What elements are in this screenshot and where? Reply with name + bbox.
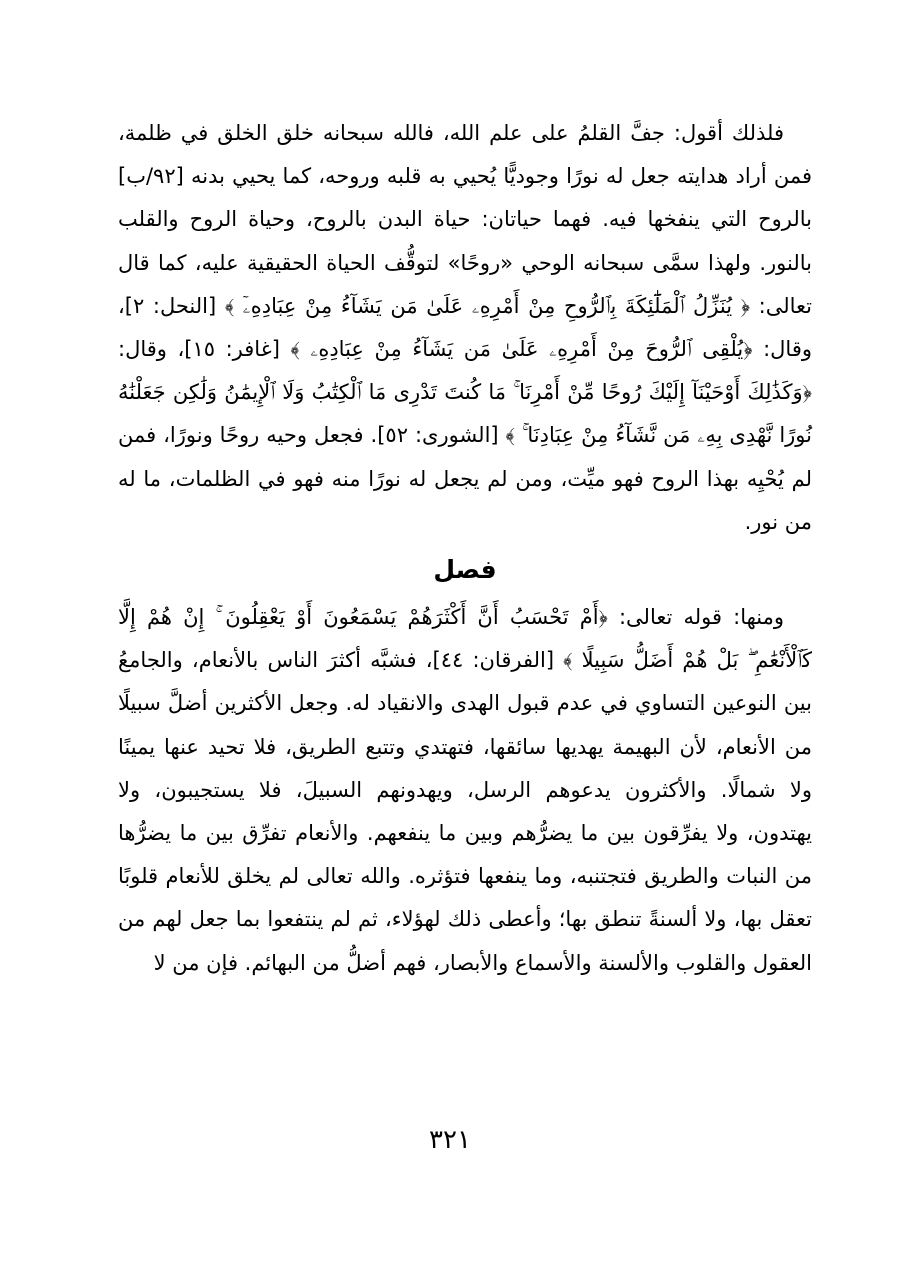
page-number: ٣٢١ bbox=[429, 1125, 471, 1155]
paragraph-spirit-and-light: فلذلك أقول: جفَّ القلمُ على علم الله، فالله سبحانه خلق الخلق في ظلمة، فمن أراد هدايته جعل له نورًا وجوديًّا يُحيي به قلبه وروحه، كما يحيي بدنه [٩٢/ب] بالروح التي ينفخها فيه. فهما حياتان: حياة البدن بالروح، وحياة الروح والقلب بالنور. ولهذا سمَّى سبحانه الوحي «روحًا» لتوقُّف الحياة الحقيقية عليه، كما قال تعالى: ﴿ يُنَزِّلُ ٱلْمَلَٰٓئِكَةَ بِٱلرُّوحِ مِنْ أَمْرِهِۦ عَلَىٰ مَن يَشَآءُ مِنْ عِبَادِهِۦٓ ﴾ [النحل: ٢]، وقال: ﴿يُلْقِى ٱلرُّوحَ مِنْ أَمْرِهِۦ عَلَىٰ مَن يَشَآءُ مِنْ عِبَادِهِۦ ﴾ [غافر: ١٥]، وقال: ﴿وَكَذَٰلِكَ أَوْحَيْنَآ إِلَيْكَ رُوحًا مِّنْ أَمْرِنَا ۚ مَا كُنتَ تَدْرِى مَا ٱلْكِتَٰبُ وَلَا ٱلْإِيمَٰنُ وَلَٰكِن جَعَلْنَٰهُ نُورًا نَّهْدِى بِهِۦ مَن نَّشَآءُ مِنْ عِبَادِنَا ۚ ﴾ [الشورى: ٥٢]. فجعل وحيه روحًا ونورًا، فمن لم يُحْيِه بهذا الروح فهو ميِّت، ومن لم يجعل له نورًا منه فهو في الظلمات، ما له من نور. bbox=[118, 121, 812, 534]
page-body bbox=[118, 112, 812, 985]
paragraph-cattle-comparison: ومنها: قوله تعالى: ﴿أَمْ تَحْسَبُ أَنَّ أَكْثَرَهُمْ يَسْمَعُونَ أَوْ يَعْقِلُونَ ۚ إِنْ هُمْ إِلَّا كَٱلْأَنْعَٰمِ ۖ بَلْ هُمْ أَضَلُّ سَبِيلًا ﴾ [الفرقان: ٤٤]، فشبَّه أكثرَ الناس بالأنعام، والجامعُ بين النوعين التساوي في عدم قبول الهدى والانقياد له. وجعل الأكثرين أضلَّ سبيلًا من الأنعام، لأن البهيمة يهديها سائقها، فتهتدي وتتبع الطريق، فلا تحيد عنها يمينًا ولا شمالًا. والأكثرون يدعوهم الرسل، ويهدونهم السبيلَ، فلا يستجيبون، ولا يهتدون، ولا يفرِّقون بين ما يضرُّهم وبين ما ينفعهم. والأنعام تفرِّق بين ما يضرُّها من النبات والطريق فتجتنبه، وما ينفعها فتؤثره. والله تعالى لم يخلق للأنعام قلوبًا تعقل بها، ولا ألسنةً تنطق بها؛ وأعطى ذلك لهؤلاء، ثم لم ينتفعوا بما جعل لهم من العقول والقلوب والألسنة والأسماع والأبصار، فهم أضلُّ من البهائم. فإن من لا bbox=[118, 605, 812, 975]
section-heading: فصل bbox=[433, 555, 497, 585]
